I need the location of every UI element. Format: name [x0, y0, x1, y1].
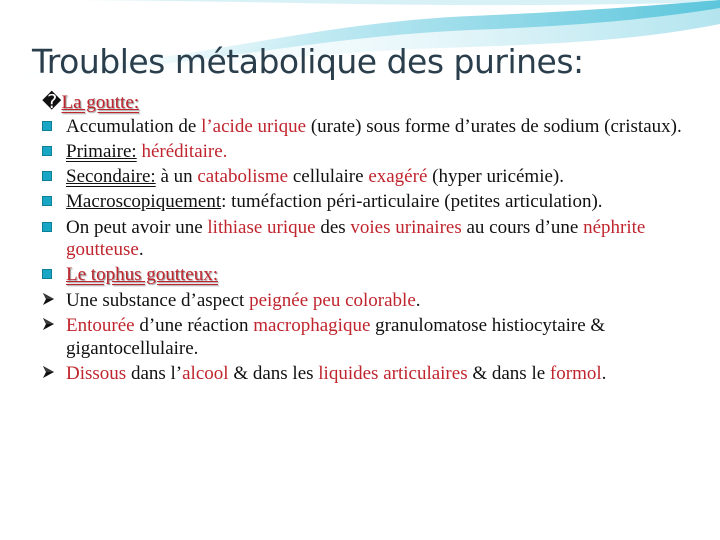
text-segment: au cours d’une — [461, 216, 584, 238]
text-segment: voies urinaires — [350, 216, 462, 238]
arrow-bullet-icon — [42, 363, 64, 386]
slide-title: Troubles métabolique des purines: — [32, 42, 584, 81]
text-segment: catabolisme — [197, 166, 289, 188]
heading-text: La goutte: — [61, 92, 140, 113]
bullet-item — [42, 191, 694, 214]
text-segment: Le tophus goutteux: — [66, 264, 218, 286]
text-segment: néphrite goutteuse — [66, 216, 646, 261]
bullet-item — [42, 290, 694, 313]
text-segment: Entourée — [66, 315, 135, 337]
text-segment: d’une réaction — [134, 315, 254, 337]
text-segment: peignée peu colorable — [249, 289, 416, 311]
bullet-text — [66, 315, 605, 359]
bullet-text — [66, 116, 682, 137]
text-segment: Accumulation de — [66, 115, 202, 137]
text-segment: formol — [549, 362, 602, 384]
text-segment: . — [601, 362, 607, 384]
text-segment: granulomatose histiocytaire & gigantocellulaire. — [66, 315, 606, 359]
bullet-item — [42, 363, 694, 386]
text-segment: Secondaire: — [66, 166, 156, 188]
text-segment: des — [315, 216, 351, 238]
square-bullet-icon — [42, 264, 64, 287]
bullet-list — [42, 116, 694, 386]
square-bullet-icon — [42, 166, 64, 189]
text-segment: lithiase urique — [207, 216, 316, 238]
text-segment: Macroscopiquement — [66, 191, 222, 213]
text-segment: . — [138, 239, 144, 261]
text-segment: (urate) sous forme d’urates de sodium (cristaux). — [306, 115, 682, 137]
bullet-text — [66, 217, 645, 261]
square-bullet-icon — [42, 191, 64, 214]
square-bullet-icon — [42, 141, 64, 164]
text-segment: & dans le — [467, 362, 550, 384]
bullet-text — [66, 290, 421, 311]
text-segment: Primaire: — [66, 140, 137, 162]
text-segment: Dissous — [66, 362, 127, 384]
text-segment: à un — [155, 166, 198, 188]
text-segment: . — [415, 289, 421, 311]
bullet-item — [42, 141, 694, 164]
text-segment: liquides articulaires — [318, 362, 468, 384]
bullet-item — [42, 116, 694, 139]
heading-marker: � — [42, 92, 62, 113]
text-segment: & dans les — [228, 362, 319, 384]
bullet-text — [66, 191, 603, 212]
arrow-bullet-icon — [42, 290, 64, 313]
text-segment: dans l’ — [126, 362, 183, 384]
text-segment: l’acide urique — [201, 115, 307, 137]
text-segment: alcool — [182, 362, 229, 384]
text-segment: macrophagique — [253, 315, 371, 337]
bullet-item — [42, 166, 694, 189]
square-bullet-icon — [42, 217, 64, 240]
bullet-text — [66, 363, 606, 384]
arrow-bullet-icon — [42, 315, 64, 338]
section-heading — [42, 92, 694, 115]
bullet-text — [66, 264, 218, 285]
text-segment: héréditaire. — [141, 140, 228, 162]
text-segment: cellulaire — [288, 166, 369, 188]
bullet-item — [42, 264, 694, 287]
text-segment: exagéré — [368, 166, 428, 188]
text-segment: Une substance d’aspect — [66, 289, 250, 311]
square-bullet-icon — [42, 116, 64, 139]
text-segment: (hyper uricémie). — [427, 166, 565, 188]
bullet-text — [66, 166, 564, 187]
text-segment: On peut avoir une — [66, 216, 208, 238]
bullet-item — [42, 315, 694, 360]
text-segment: : tuméfaction péri-articulaire (petites articulation). — [221, 191, 603, 213]
bullet-text — [66, 141, 227, 162]
bullet-item — [42, 217, 694, 262]
slide-content — [42, 92, 694, 388]
